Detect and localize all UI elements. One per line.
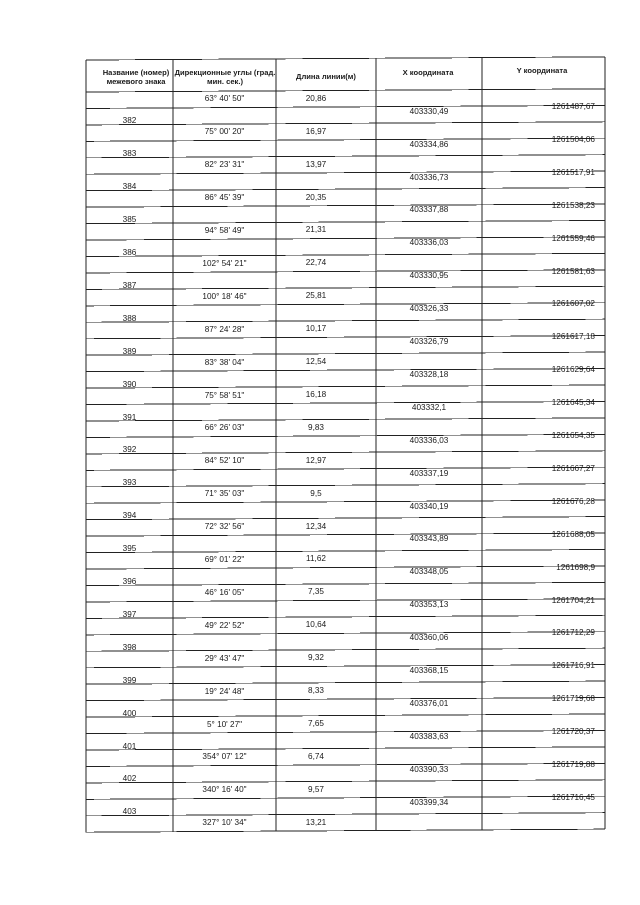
y-coordinate-cell: 1261719,68	[551, 694, 595, 704]
length-cell: 13,97	[305, 159, 327, 169]
point-name-cell: 391	[122, 412, 137, 422]
angle-cell: 86° 45' 39"	[204, 193, 245, 203]
point-name-cell: 393	[122, 478, 137, 488]
x-coordinate-cell: 403337,88	[409, 205, 449, 215]
point-name-cell: 390	[122, 379, 137, 389]
y-coordinate-cell: 1261559,46	[551, 233, 595, 243]
y-coordinate-cell: 1261720,37	[551, 727, 595, 737]
point-name-cell: 396	[122, 577, 137, 587]
x-coordinate-cell: 403330,49	[409, 106, 449, 116]
point-name-cell: 399	[122, 675, 137, 685]
point-name-cell: 400	[122, 708, 137, 718]
angle-cell: 100° 18' 46"	[202, 291, 247, 301]
point-name-cell: 401	[122, 741, 137, 751]
x-coordinate-cell: 403390,33	[409, 764, 449, 774]
length-cell: 12,97	[305, 455, 327, 465]
angle-cell: 75° 00' 20"	[204, 127, 245, 137]
length-cell: 13,21	[305, 817, 327, 827]
y-coordinate-cell: 1261688,05	[551, 529, 595, 539]
length-cell: 9,5	[310, 488, 322, 498]
angle-cell: 72° 32' 56"	[204, 522, 245, 532]
y-coordinate-cell: 1261504,06	[551, 134, 595, 144]
length-cell: 16,97	[305, 126, 327, 136]
angle-cell: 82° 23' 31"	[204, 160, 245, 170]
point-name-cell: 398	[122, 642, 137, 652]
length-cell: 21,31	[305, 225, 327, 235]
grid-line	[86, 829, 605, 832]
header-name-column: Название (номер) межевого знака	[102, 68, 170, 86]
y-coordinate-cell: 1261645,34	[551, 398, 595, 408]
length-cell: 22,74	[305, 258, 327, 268]
length-cell: 11,62	[306, 554, 326, 564]
angle-cell: 46° 16' 05"	[204, 587, 245, 597]
angle-cell: 5° 10' 27"	[206, 719, 243, 729]
length-cell: 6,74	[308, 751, 324, 761]
x-coordinate-cell: 403360,06	[409, 633, 449, 643]
angle-cell: 327° 10' 34"	[202, 818, 247, 828]
x-coordinate-cell: 403337,19	[409, 468, 449, 478]
header-length-column: Длина линии(м)	[296, 72, 356, 81]
point-name-cell: 395	[122, 544, 137, 554]
y-coordinate-cell: 1261704,21	[551, 595, 595, 605]
angle-cell: 71° 35' 03"	[204, 489, 245, 499]
angle-cell: 49° 22' 52"	[204, 620, 245, 630]
angle-cell: 354° 07' 12"	[202, 752, 247, 762]
point-name-cell: 384	[122, 182, 137, 192]
angle-cell: 83° 38' 04"	[204, 357, 245, 367]
y-coordinate-cell: 1261629,64	[551, 365, 595, 375]
angle-cell: 19° 24' 48"	[204, 686, 245, 696]
y-coordinate-cell: 1261487,67	[551, 102, 595, 112]
point-name-cell: 386	[122, 248, 137, 258]
length-cell: 12,54	[305, 357, 327, 367]
x-coordinate-cell: 403332,1	[411, 402, 447, 412]
x-coordinate-cell: 403383,63	[409, 731, 449, 741]
x-coordinate-cell: 403328,18	[409, 369, 449, 379]
header-x-column: X координата	[402, 68, 454, 77]
y-coordinate-cell: 1261712,29	[551, 628, 595, 638]
angle-cell: 63° 40' 50"	[204, 94, 245, 104]
y-coordinate-cell: 1261517,91	[551, 167, 595, 177]
y-coordinate-cell: 1261617,18	[551, 332, 595, 342]
length-cell: 20,86	[305, 93, 327, 103]
point-name-cell: 388	[122, 313, 137, 323]
length-cell: 16,18	[305, 389, 327, 399]
point-name-cell: 389	[122, 346, 137, 356]
x-coordinate-cell: 403336,03	[409, 435, 449, 445]
y-coordinate-cell: 1261607,02	[551, 299, 595, 309]
x-coordinate-cell: 403368,15	[409, 666, 449, 675]
angle-cell: 87° 24' 28"	[204, 324, 245, 334]
x-coordinate-cell: 403326,79	[409, 337, 449, 346]
length-cell: 7,65	[308, 718, 324, 728]
point-name-cell: 385	[122, 215, 137, 225]
angle-cell: 66° 26' 03"	[204, 423, 245, 433]
y-coordinate-cell: 1261716,91	[551, 661, 595, 671]
angle-cell: 75° 58' 51"	[204, 390, 245, 400]
x-coordinate-cell: 403326,33	[409, 304, 449, 314]
angle-cell: 29° 43' 47"	[204, 653, 245, 663]
grid-line	[86, 57, 605, 60]
y-coordinate-cell: 1261538,23	[551, 200, 595, 210]
x-coordinate-cell: 403399,34	[409, 797, 449, 807]
point-name-cell: 403	[122, 807, 137, 817]
header-angle-column: Дирекционные углы (град. мин. сек.)	[174, 68, 276, 86]
length-cell: 9,83	[308, 422, 324, 432]
x-coordinate-cell: 403336,03	[409, 238, 449, 248]
x-coordinate-cell: 403336,73	[409, 172, 449, 182]
angle-cell: 102° 54' 21"	[202, 258, 247, 268]
point-name-cell: 392	[122, 445, 137, 455]
grid-line	[86, 89, 605, 92]
point-name-cell: 382	[122, 116, 137, 126]
angle-cell: 94° 58' 49"	[204, 226, 245, 236]
y-coordinate-cell: 1261654,35	[551, 431, 595, 441]
point-name-cell: 394	[122, 511, 137, 521]
x-coordinate-cell: 403340,19	[409, 501, 449, 511]
x-coordinate-cell: 403348,05	[409, 567, 449, 577]
y-coordinate-cell: 1261698,9	[556, 562, 595, 572]
length-cell: 10,64	[305, 620, 327, 630]
angle-cell: 340° 16' 40"	[202, 785, 247, 795]
point-name-cell: 383	[122, 149, 137, 159]
y-coordinate-cell: 1261719,88	[551, 760, 595, 770]
point-name-cell: 402	[122, 774, 137, 784]
length-cell: 9,32	[308, 653, 324, 663]
point-name-cell: 397	[122, 609, 137, 619]
y-coordinate-cell: 1261581,63	[551, 266, 595, 276]
length-cell: 10,17	[305, 324, 327, 334]
y-coordinate-cell: 1261716,45	[551, 792, 595, 802]
angle-cell: 84° 52' 10"	[204, 456, 245, 466]
y-coordinate-cell: 1261676,28	[551, 496, 595, 506]
x-coordinate-cell: 403376,01	[409, 698, 449, 708]
x-coordinate-cell: 403330,95	[409, 271, 449, 281]
length-cell: 7,35	[308, 587, 324, 597]
length-cell: 9,57	[308, 784, 324, 794]
x-coordinate-cell: 403343,89	[409, 534, 449, 544]
x-coordinate-cell: 403334,86	[409, 139, 449, 149]
length-cell: 12,34	[305, 521, 327, 531]
length-cell: 8,33	[308, 686, 324, 696]
header-y-column: Y координата	[516, 66, 568, 75]
length-cell: 25,81	[305, 291, 327, 301]
angle-cell: 69° 01' 22"	[204, 555, 245, 565]
y-coordinate-cell: 1261667,27	[551, 463, 595, 473]
length-cell: 20,35	[305, 192, 327, 202]
x-coordinate-cell: 403353,13	[409, 600, 449, 610]
point-name-cell: 387	[122, 280, 137, 290]
